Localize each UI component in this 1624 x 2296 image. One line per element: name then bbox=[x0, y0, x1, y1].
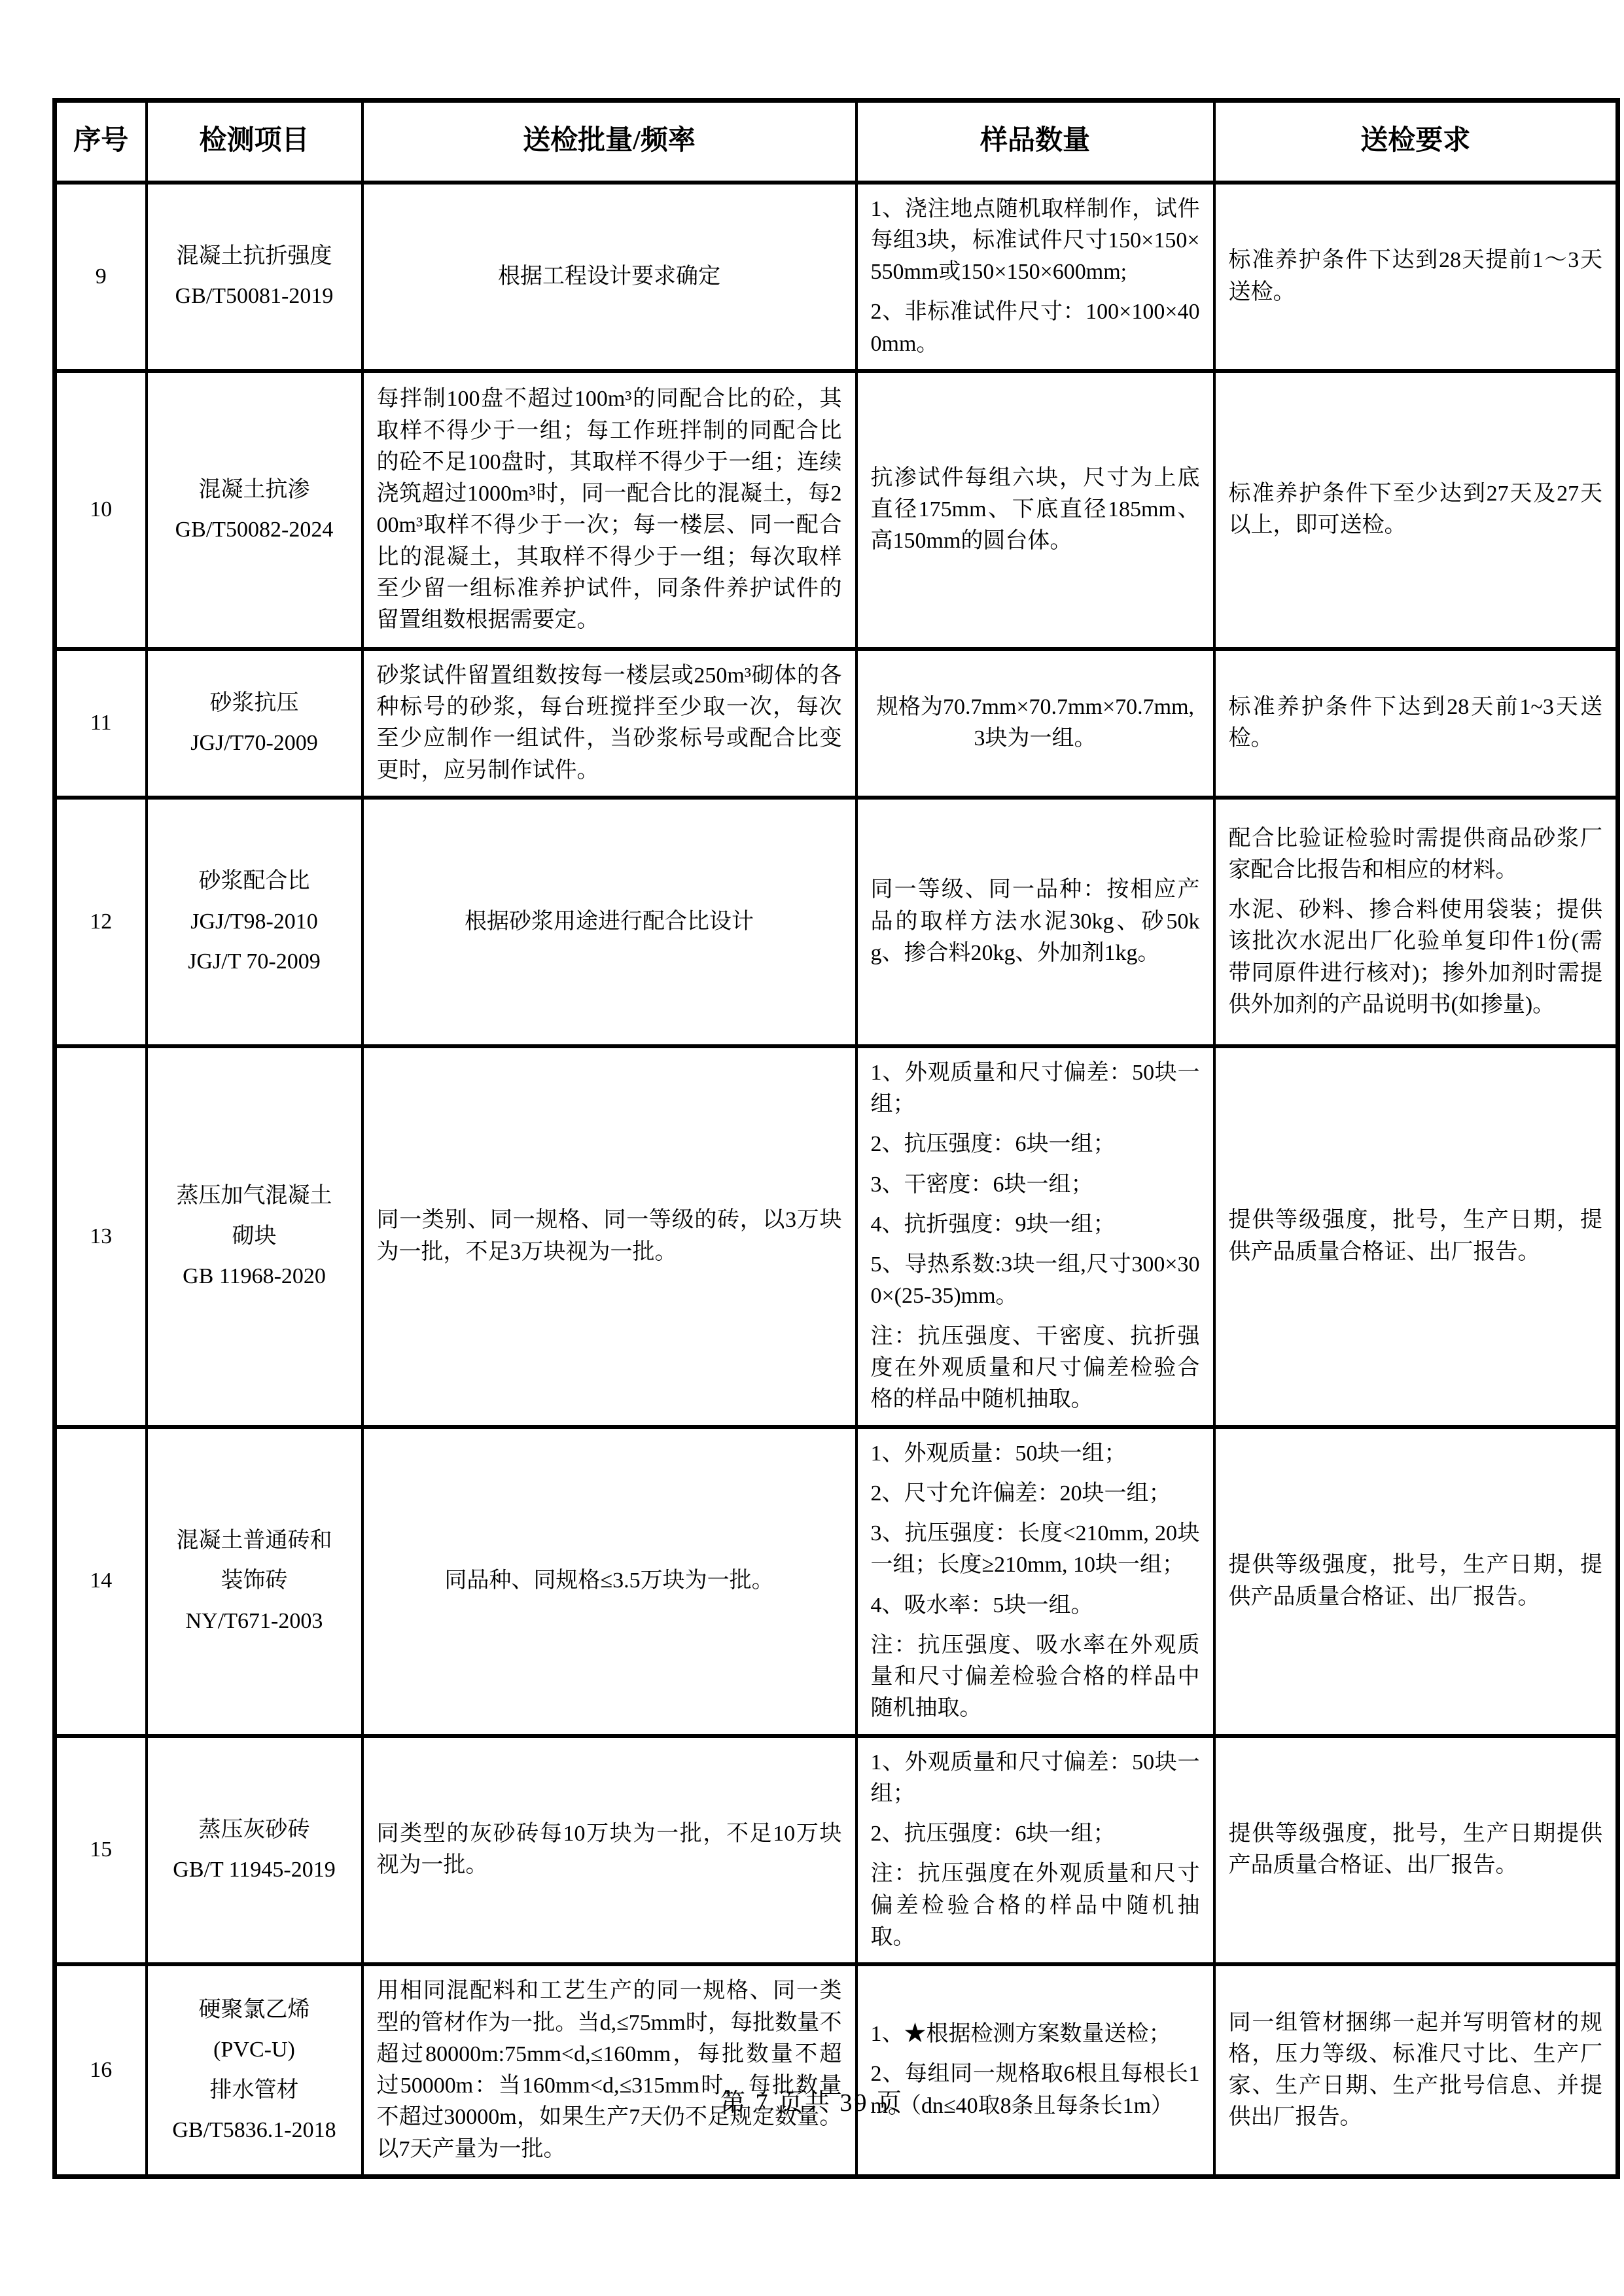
serial-number-cell: 13 bbox=[55, 1046, 147, 1427]
test-item-cell-text: 装饰砖 bbox=[221, 1568, 288, 1593]
test-item-cell bbox=[147, 798, 362, 1046]
header-test-item: 检测项目 bbox=[147, 101, 362, 183]
table-body bbox=[55, 183, 1618, 2177]
test-item-cell-text: 排水管材 bbox=[209, 2077, 299, 2102]
batch-frequency-cell bbox=[362, 649, 856, 798]
batch-frequency-cell-text: 同类型的灰砂砖每10万块为一批，不足10万块视为一批。 bbox=[376, 1822, 842, 1878]
sample-quantity-cell-text: 1、★根据检测方案数量送检； bbox=[870, 2022, 1171, 2047]
table-row bbox=[55, 183, 1618, 371]
test-item-cell-text: 砂浆配合比 bbox=[198, 869, 310, 894]
sample-quantity-cell-text: 注：抗压强度在外观质量和尺寸偏差检验合格的样品中随机抽取。 bbox=[870, 1862, 1200, 1949]
test-item-cell-text: 混凝土抗渗 bbox=[198, 477, 310, 502]
test-item-cell bbox=[147, 649, 362, 798]
test-item-cell-text: GB/T50082-2024 bbox=[175, 517, 334, 542]
sample-quantity-cell-text: 2、尺寸允许偏差：20块一组； bbox=[870, 1481, 1171, 1506]
batch-frequency-cell bbox=[362, 183, 856, 371]
test-item-cell-text: JGJ/T98-2010 bbox=[190, 909, 318, 934]
serial-number-cell: 12 bbox=[55, 798, 147, 1046]
test-item-cell-text: 硬聚氯乙烯 bbox=[198, 1998, 310, 2022]
batch-frequency-cell bbox=[362, 1046, 856, 1427]
test-item-cell bbox=[147, 1736, 362, 1965]
sample-quantity-cell-text: 2、每组同一规格取6根且每根长1m。（dn≤40取8条且每条长1m） bbox=[870, 2062, 1200, 2118]
test-item-cell-text: (PVC-U) bbox=[213, 2038, 295, 2062]
header-batch-frequency: 送检批量/频率 bbox=[362, 101, 856, 183]
page-number-footer: 第 7 页共 39 页 bbox=[720, 2089, 904, 2117]
sample-quantity-cell-text: 规格为70.7mm×70.7mm×70.7mm,3块为一组。 bbox=[875, 695, 1195, 751]
test-item-cell bbox=[147, 371, 362, 649]
table-row bbox=[55, 1736, 1618, 1965]
sample-quantity-cell-text: 1、浇注地点随机取样制作，试件每组3块，标准试件尺寸150×150×550mm或150×150×600mm; bbox=[870, 196, 1200, 285]
header-submission-requirement: 送检要求 bbox=[1214, 101, 1618, 183]
sample-quantity-cell bbox=[856, 183, 1214, 371]
sample-quantity-cell bbox=[856, 371, 1214, 649]
table-header-row bbox=[55, 101, 1618, 183]
table-row bbox=[55, 1427, 1618, 1736]
serial-number-cell: 9 bbox=[55, 183, 147, 371]
submission-requirement-cell-text: 标准养护条件下达到28天前1~3天送检。 bbox=[1228, 695, 1602, 751]
serial-number-cell: 14 bbox=[55, 1427, 147, 1736]
sample-quantity-cell bbox=[856, 1964, 1214, 2176]
submission-requirement-cell-text: 配合比验证检验时需提供商品砂浆厂家配合比报告和相应的材料。 bbox=[1228, 826, 1602, 882]
test-item-cell-text: 蒸压灰砂砖 bbox=[198, 1817, 310, 1842]
test-item-cell-text: 混凝土抗折强度 bbox=[176, 243, 332, 268]
submission-requirement-cell bbox=[1214, 1427, 1618, 1736]
serial-number-cell: 16 bbox=[55, 1964, 147, 2176]
test-item-cell-text: NY/T671-2003 bbox=[185, 1608, 323, 1633]
test-item-cell-text: GB/T 11945-2019 bbox=[173, 1857, 336, 1882]
sample-quantity-cell-text: 1、外观质量：50块一组； bbox=[870, 1441, 1127, 1466]
batch-frequency-cell-text: 砂浆试件留置组数按每一楼层或250m³砌体的各种标号的砂浆，每台班搅拌至少取一次，每次至少应制作一组试件，当砂浆标号或配合比变更时，应另制作试件。 bbox=[376, 663, 842, 783]
batch-frequency-cell-text: 根据工程设计要求确定 bbox=[498, 264, 720, 289]
batch-frequency-cell bbox=[362, 1736, 856, 1965]
sample-quantity-cell-text: 5、导热系数:3块一组,尺寸300×300×(25-35)mm。 bbox=[870, 1252, 1200, 1309]
test-item-cell-text: GB/T50081-2019 bbox=[175, 284, 334, 309]
table-row bbox=[55, 371, 1618, 649]
batch-frequency-cell bbox=[362, 371, 856, 649]
submission-requirement-cell-text: 标准养护条件下至少达到27天及27天以上，即可送检。 bbox=[1228, 482, 1602, 538]
sample-quantity-cell bbox=[856, 1427, 1214, 1736]
submission-requirement-cell-text: 同一组管材捆绑一起并写明管材的规格，压力等级、标准尺寸比、生产厂家、生产日期、生产批号信息、并提供出厂报告。 bbox=[1228, 2010, 1602, 2130]
submission-requirement-cell bbox=[1214, 1964, 1618, 2176]
sample-quantity-cell bbox=[856, 1736, 1214, 1965]
inspection-items-table bbox=[52, 98, 1620, 2179]
sample-quantity-cell-text: 1、外观质量和尺寸偏差：50块一组； bbox=[870, 1750, 1200, 1806]
submission-requirement-cell bbox=[1214, 183, 1618, 371]
serial-number-cell: 11 bbox=[55, 649, 147, 798]
table-row bbox=[55, 1046, 1618, 1427]
table-row bbox=[55, 798, 1618, 1046]
batch-frequency-cell-text: 根据砂浆用途进行配合比设计 bbox=[465, 909, 754, 934]
submission-requirement-cell bbox=[1214, 798, 1618, 1046]
serial-number-cell: 15 bbox=[55, 1736, 147, 1965]
submission-requirement-cell-text: 水泥、砂料、掺合料使用袋装；提供该批次水泥出厂化验单复印件1份(需带同原件进行核对)；掺外加剂时需提供外加剂的产品说明书(如掺量)。 bbox=[1228, 898, 1602, 1017]
sample-quantity-cell-text: 同一等级、同一品种：按相应产品的取样方法水泥30kg、砂50kg、掺合料20kg、外加剂1kg。 bbox=[870, 877, 1200, 966]
sample-quantity-cell-text: 3、干密度：6块一组； bbox=[870, 1172, 1093, 1197]
test-item-cell-text: 蒸压加气混凝土 bbox=[176, 1184, 332, 1209]
test-item-cell bbox=[147, 1427, 362, 1736]
batch-frequency-cell bbox=[362, 1427, 856, 1736]
submission-requirement-cell-text: 提供等级强度，批号，生产日期提供产品质量合格证、出厂报告。 bbox=[1228, 1822, 1602, 1878]
table-row bbox=[55, 1964, 1618, 2176]
batch-frequency-cell-text: 每拌制100盘不超过100m³的同配合比的砼，其取样不得少于一组；每工作班拌制的同配合比的砼不足100盘时，其取样不得少于一组；连续浇筑超过1000m³时，同一配合比的混凝土，每200m³取样不得少于一次；每一楼层、同一配合比的混凝土，其取样不得少于一组；每次取样至少留一组标准养护试件，同条件养护试件的留置组数根据需要定。 bbox=[376, 387, 842, 633]
batch-frequency-cell bbox=[362, 798, 856, 1046]
test-item-cell-text: GB 11968-2020 bbox=[183, 1263, 326, 1288]
batch-frequency-cell-text: 用相同混配料和工艺生产的同一规格、同一类型的管材作为一批。当d,≤75mm时，每批数量不超过80000m:75mm<d,≤160mm，每批数量不超过50000m：当160mm<d,≤315mm时，每批数量不超过30000m，如果生产7天仍不足规定数量。以7天产量为一批。 bbox=[376, 1979, 842, 2161]
submission-requirement-cell bbox=[1214, 649, 1618, 798]
submission-requirement-cell-text: 提供等级强度，批号，生产日期，提供产品质量合格证、出厂报告。 bbox=[1228, 1208, 1602, 1264]
test-item-cell bbox=[147, 1046, 362, 1427]
sample-quantity-cell-text: 注：抗压强度、吸水率在外观质量和尺寸偏差检验合格的样品中随机抽取。 bbox=[870, 1633, 1200, 1721]
table-row bbox=[55, 649, 1618, 798]
sample-quantity-cell-text: 2、非标准试件尺寸：100×100×400mm。 bbox=[870, 300, 1200, 356]
batch-frequency-cell-text: 同品种、同规格≤3.5万块为一批。 bbox=[444, 1568, 774, 1593]
sample-quantity-cell-text: 2、抗压强度：6块一组； bbox=[870, 1132, 1116, 1157]
header-serial-number: 序号 bbox=[55, 101, 147, 183]
sample-quantity-cell-text: 注：抗压强度、干密度、抗折强度在外观质量和尺寸偏差检验合格的样品中随机抽取。 bbox=[870, 1324, 1200, 1412]
test-item-cell bbox=[147, 183, 362, 371]
batch-frequency-cell-text: 同一类别、同一规格、同一等级的砖，以3万块为一批，不足3万块视为一批。 bbox=[376, 1208, 842, 1264]
sample-quantity-cell-text: 3、抗压强度：长度<210mm, 20块一组；长度≥210mm, 10块一组； bbox=[870, 1521, 1200, 1578]
submission-requirement-cell bbox=[1214, 1046, 1618, 1427]
sample-quantity-cell-text: 4、抗折强度：9块一组； bbox=[870, 1212, 1116, 1237]
test-item-cell-text: JGJ/T 70-2009 bbox=[188, 949, 321, 974]
test-item-cell-text: 混凝土普通砖和 bbox=[176, 1528, 332, 1553]
sample-quantity-cell-text: 抗渗试件每组六块，尺寸为上底直径175mm、下底直径185mm、高150mm的圆台体。 bbox=[870, 465, 1200, 554]
submission-requirement-cell-text: 提供等级强度，批号，生产日期，提供产品质量合格证、出厂报告。 bbox=[1228, 1553, 1602, 1609]
test-item-cell bbox=[147, 1964, 362, 2176]
test-item-cell-text: 砂浆抗压 bbox=[209, 690, 299, 715]
sample-quantity-cell bbox=[856, 798, 1214, 1046]
sample-quantity-cell-text: 4、吸水率：5块一组。 bbox=[870, 1593, 1093, 1617]
sample-quantity-cell bbox=[856, 1046, 1214, 1427]
sample-quantity-cell-text: 2、抗压强度：6块一组； bbox=[870, 1822, 1116, 1846]
sample-quantity-cell bbox=[856, 649, 1214, 798]
submission-requirement-cell-text: 标准养护条件下达到28天提前1～3天送检。 bbox=[1228, 248, 1602, 304]
sample-quantity-cell-text: 1、外观质量和尺寸偏差：50块一组； bbox=[870, 1060, 1200, 1117]
batch-frequency-cell bbox=[362, 1964, 856, 2176]
test-item-cell-text: JGJ/T70-2009 bbox=[190, 730, 318, 755]
submission-requirement-cell bbox=[1214, 371, 1618, 649]
test-item-cell-text: 砌块 bbox=[232, 1224, 277, 1248]
header-sample-quantity: 样品数量 bbox=[856, 101, 1214, 183]
test-item-cell-text: GB/T5836.1-2018 bbox=[172, 2117, 336, 2142]
serial-number-cell: 10 bbox=[55, 371, 147, 649]
submission-requirement-cell bbox=[1214, 1736, 1618, 1965]
